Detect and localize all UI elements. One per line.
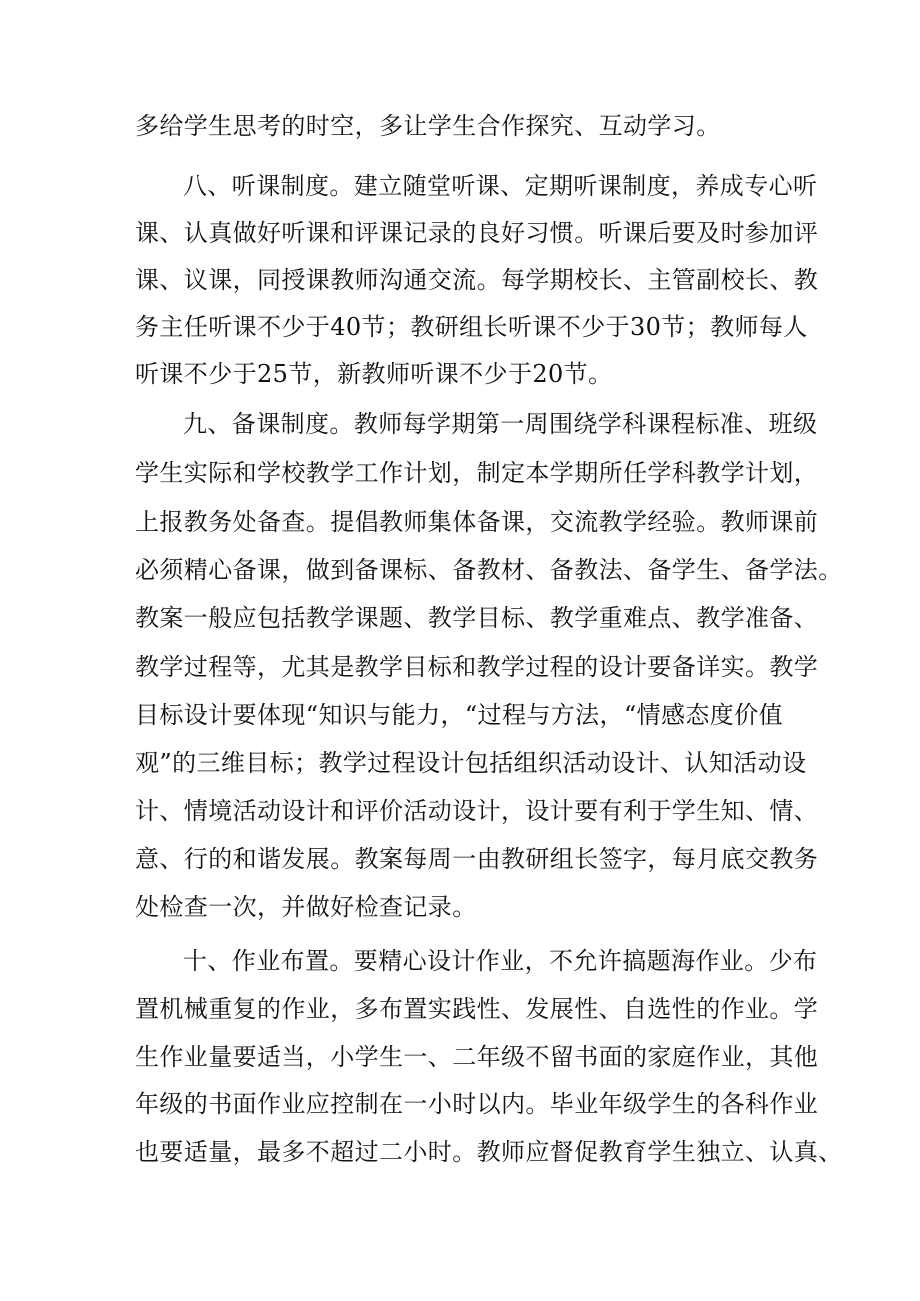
text-line: 处检查一次，并做好检查记录。 xyxy=(135,893,477,921)
text-line: 计、情境活动设计和评价活动设计，设计要有利于学生知、情、 xyxy=(135,797,819,825)
text-line: 多给学生思考的时空，多让学生合作探究、互动学习。 xyxy=(135,112,721,140)
text-line: 教案一般应包括教学课题、教学目标、教学重难点、教学准备、 xyxy=(135,604,819,632)
text-line: 意、行的和谐发展。教案每周一由教研组长签字，每月底交教务 xyxy=(135,845,819,873)
text-line: 观”的三维目标；教学过程设计包括组织活动设计、认知活动设 xyxy=(135,749,807,777)
text-line: 上报教务处备查。提倡教师集体备课，交流教学经验。教师课前 xyxy=(135,508,819,536)
text-line: 课、议课，同授课教师沟通交流。每学期校长、主管副校长、教 xyxy=(135,266,819,294)
text-line: 目标设计要体现“知识与能力，“过程与方法，“情感态度价值 xyxy=(135,701,784,729)
text-line: 十、作业布置。要精心设计作业，不允许搞题海作业。少布 xyxy=(183,947,818,975)
text-line: 也要适量，最多不超过二小时。教师应督促教育学生独立、认真、 xyxy=(135,1138,843,1166)
text-line: 八、听课制度。建立随堂听课、定期听课制度，养成专心听 xyxy=(183,172,818,200)
text-line: 课、认真做好听课和评课记录的良好习惯。听课后要及时参加评 xyxy=(135,219,819,247)
text-line: 务主任听课不少于40节；教研组长听课不少于30节；教师每人 xyxy=(135,313,808,341)
text-line: 听课不少于25节，新教师听课不少于20节。 xyxy=(135,360,613,388)
text-line: 年级的书面作业应控制在一小时以内。毕业年级学生的各科作业 xyxy=(135,1090,819,1118)
text-line: 必须精心备课，做到备课标、备教材、备教法、备学生、备学法。 xyxy=(135,556,843,584)
text-line: 置机械重复的作业，多布置实践性、发展性、自选性的作业。学 xyxy=(135,995,819,1023)
text-line: 教学过程等，尤其是教学目标和教学过程的设计要备详实。教学 xyxy=(135,653,819,681)
text-line: 生作业量要适当，小学生一、二年级不留书面的家庭作业，其他 xyxy=(135,1043,819,1071)
text-line: 九、备课制度。教师每学期第一周围绕学科课程标准、班级 xyxy=(183,410,818,438)
text-line: 学生实际和学校教学工作计划，制定本学期所任学科教学计划， xyxy=(135,459,819,487)
